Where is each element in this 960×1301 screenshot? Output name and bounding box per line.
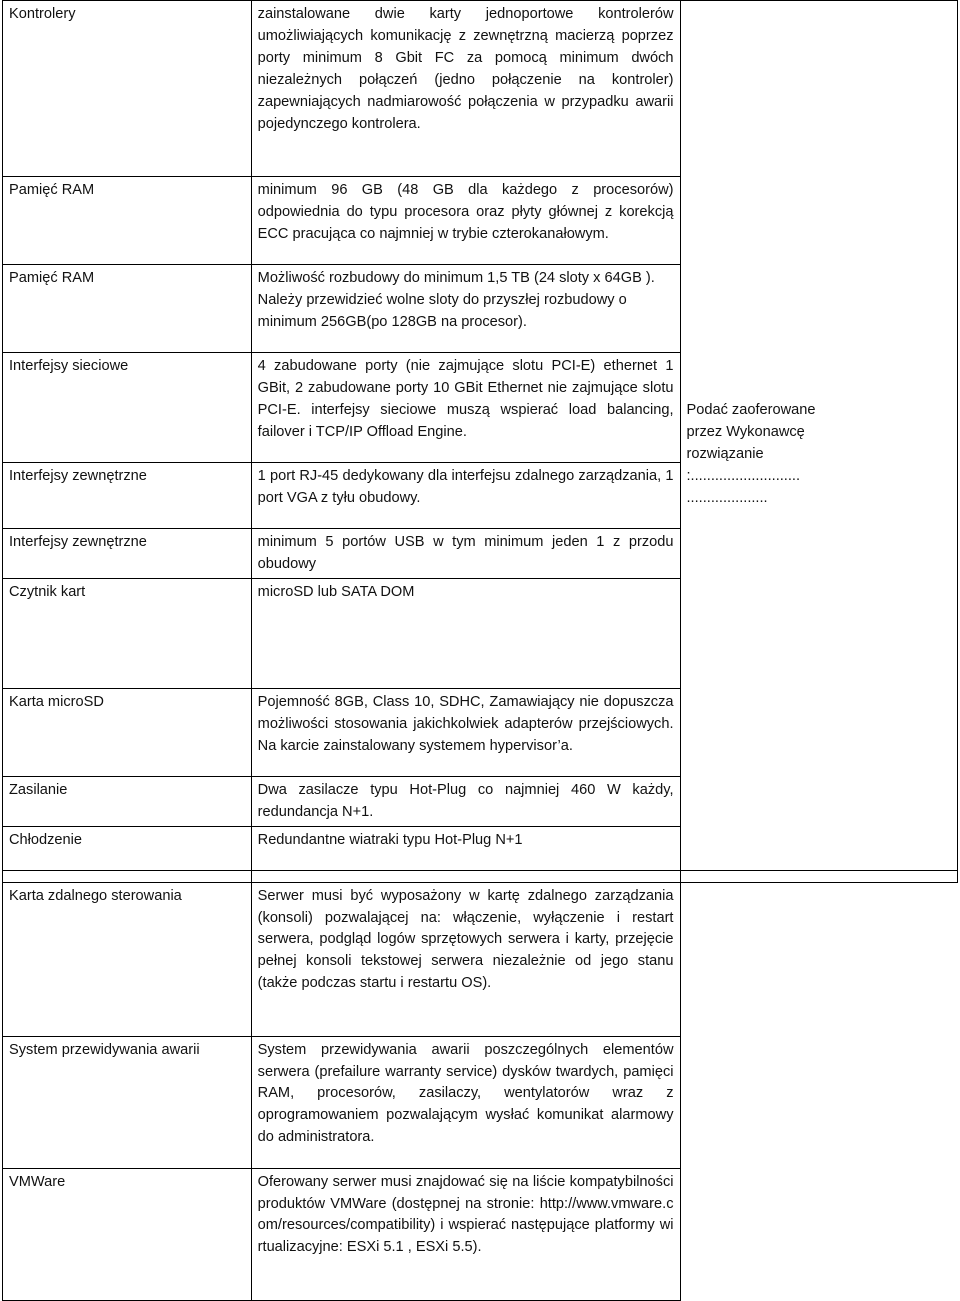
offer-note xyxy=(687,400,952,510)
note-cell-empty-top xyxy=(680,1,958,871)
row-value: Oferowany serwer musi znajdować się na liście kompatybilności produktów VMWare (dostępnej na stronie: http://www.vmware.com/resources/compatibility) i wspierać następujące platformy wirtualizacyjne: ESXi 5.1 , ESXi 5.5). xyxy=(251,1168,680,1300)
gap-cell xyxy=(3,870,252,882)
row-label: Pamięć RAM xyxy=(3,265,252,353)
row-label: Interfejsy zewnętrzne xyxy=(3,463,252,529)
note-line: :........................... xyxy=(686,467,801,484)
row-value: Możliwość rozbudowy do minimum 1,5 TB (24 sloty x 64GB ). Należy przewidzieć wolne sloty do przyszłej rozbudowy o minimum 256GB(po 128GB na procesor). xyxy=(251,265,680,353)
empty-cell xyxy=(680,882,958,1300)
row-label: Zasilanie xyxy=(3,776,252,826)
row-value: 1 port RJ-45 dedykowany dla interfejsu zdalnego zarządzania, 1 port VGA z tyłu obudowy. xyxy=(251,463,680,529)
row-label: Interfejsy sieciowe xyxy=(3,353,252,463)
row-value: Dwa zasilacze typu Hot-Plug co najmniej 460 W każdy, redundancja N+1. xyxy=(251,776,680,826)
table-row xyxy=(3,882,958,1036)
row-value: Serwer musi być wyposażony w kartę zdalnego zarządzania (konsoli) pozwalającej na: włączenie, wyłączenie i restart serwera, podgląd logów sprzętowych serwera i karty, przejęcie pełnej konsoli tekstowej serwera niezależnie od jego stanu (także podczas startu i restartu OS). xyxy=(251,882,680,1036)
note-line: .................... xyxy=(686,489,768,506)
row-value: microSD lub SATA DOM xyxy=(251,578,680,688)
row-value: Pojemność 8GB, Class 10, SDHC, Zamawiający nie dopuszcza możliwości stosowania jakichkolwiek adapterów przejściowych. Na karcie zainstalowany systemem hypervisor’a. xyxy=(251,688,680,776)
row-label: Chłodzenie xyxy=(3,826,252,870)
row-label: VMWare xyxy=(3,1168,252,1300)
row-value: 4 zabudowane porty (nie zajmujące slotu PCI-E) ethernet 1 GBit, 2 zabudowane porty 10 GBit Ethernet nie zajmujące slotu PCI-E. interfejsy sieciowe muszą wspierać load balancing, failover i TCP/IP Offload Engine. xyxy=(251,353,680,463)
row-label: Kontrolery xyxy=(3,1,252,177)
row-label: Karta microSD xyxy=(3,688,252,776)
specification-table xyxy=(2,0,958,1301)
gap-cell xyxy=(251,870,680,882)
table-gap xyxy=(3,870,958,882)
row-label: System przewidywania awarii xyxy=(3,1036,252,1168)
row-value: minimum 5 portów USB w tym minimum jeden 1 z przodu obudowy xyxy=(251,529,680,579)
note-line: Podać zaoferowane xyxy=(686,402,816,418)
row-label: Karta zdalnego sterowania xyxy=(3,882,252,1036)
gap-cell xyxy=(680,870,958,882)
note-line: rozwiązanie xyxy=(686,445,764,462)
row-label: Czytnik kart xyxy=(3,578,252,688)
row-value: Redundantne wiatraki typu Hot-Plug N+1 xyxy=(251,826,680,870)
row-value: zainstalowane dwie karty jednoportowe kontrolerów umożliwiających komunikację z zewnętrzną macierzą poprzez porty minimum 8 Gbit FC za pomocą minimum dwóch niezależnych połączeń (jedno połączenie na kontroler) zapewniających nadmiarowość połączenia w przypadku awarii pojedynczego kontrolera. xyxy=(251,1,680,177)
row-label: Pamięć RAM xyxy=(3,177,252,265)
row-label: Interfejsy zewnętrzne xyxy=(3,529,252,579)
table-row xyxy=(3,1,958,177)
row-value: minimum 96 GB (48 GB dla każdego z procesorów) odpowiednia do typu procesora oraz płyty głównej z korekcją ECC pracująca co najmniej w trybie czterokanałowym. xyxy=(251,177,680,265)
note-line: przez Wykonawcę xyxy=(686,423,805,440)
row-value: System przewidywania awarii poszczególnych elementów serwera (prefailure warranty service) dysków twardych, pamięci RAM, procesorów, zasilaczy, wentylatorów wraz z oprogramowaniem pozwalającym wysłać komunikat alarmowy do administratora. xyxy=(251,1036,680,1168)
